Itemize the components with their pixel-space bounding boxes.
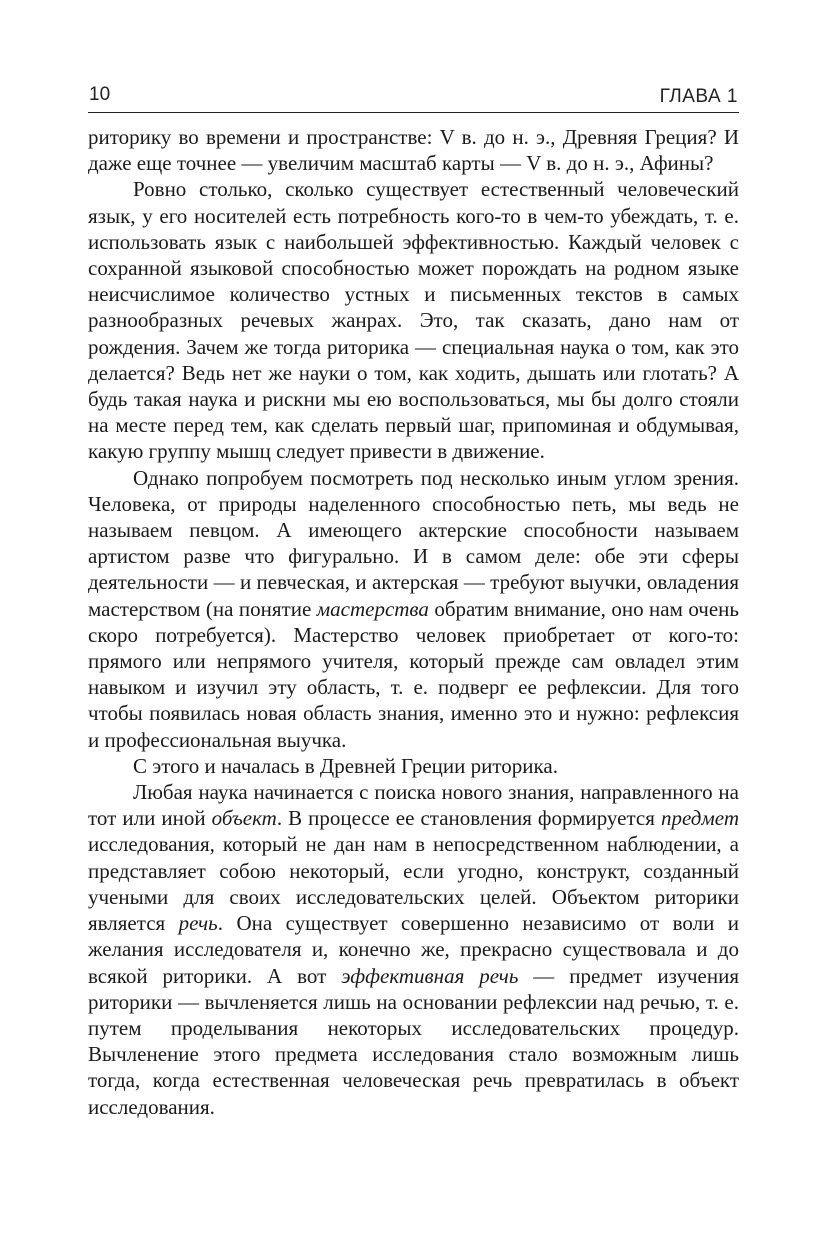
text-run: риторику во времени и пространстве: V в. до н. э., Древняя Греция? И даже еще точнее — увеличим масштаб карты — V в. до н. э., Афины? xyxy=(88,125,739,176)
text-run: Однако попробуем посмотреть под несколько иным углом зрения. Человека, от природы наделенного способностью петь, мы ведь не называем певцом. А имеющего актерские способности называем артистом разве что фигурально. И в самом деле: обе эти сферы деятельности — и певческая, и актерская — требуют выучки, овладения мастерством (на понятие xyxy=(88,465,739,621)
text-run: — предмет изучения риторики — вычленяется лишь на основании рефлексии над речью, т. е. путем проделывания некоторых исследовательских процедур. Вычленение этого предмета исследования стало возможным лишь тогда, когда естественная человеческая речь превратилась в объект исследования. xyxy=(88,963,739,1119)
text-run: Любая наука начинается с поиска нового знания, направленного на тот или иной xyxy=(88,780,739,831)
emphasis-term: эффективная речь xyxy=(341,963,519,988)
emphasis-term: объект xyxy=(211,806,277,831)
emphasis-term: мастерства xyxy=(316,596,429,621)
paragraph-5 xyxy=(88,779,739,1120)
paragraph-3 xyxy=(88,465,739,753)
body-text xyxy=(88,124,739,1120)
chapter-label: ГЛАВА 1 xyxy=(659,86,738,107)
paragraph-4 xyxy=(88,753,739,779)
text-run: обратим внимание, оно нам очень скоро потребуется). Мастерство человек приобретает от кого-то: прямого или непрямого учителя, который прежде сам овладел этим навыком и изучил эту область, т. е. подверг ее рефлексии. Для того чтобы появилась новая область знания, именно это и нужно: рефлексия и профессиональная выучка. xyxy=(88,596,739,752)
emphasis-term: предмет xyxy=(660,806,739,831)
text-run: . В процессе ее становления формируется xyxy=(276,806,661,831)
text-run: Ровно столько, сколько существует естественный человеческий язык, у его носителей есть потребность кого-то в чем-то убеждать, т. е. использовать язык с наибольшей эффективностью. Каждый человек с сохранной языковой способностью может порождать на родном языке неисчислимое количество устных и письменных текстов в самых разнообразных речевых жанрах. Это, так сказать, дано нам от рождения. Зачем же тогда риторика — специальная наука о том, как это делается? Ведь нет же науки о том, как ходить, дышать или глотать? А будь такая наука и рискни мы ею воспользоваться, мы бы долго стояли на месте перед тем, как сделать первый шаг, припоминая и обдумывая, какую группу мышц следует привести в движение. xyxy=(88,177,739,464)
text-run: . Она существует совершенно независимо от воли и желания исследователя и, конечно же, прекрасно существовала и до всякой риторики. А вот xyxy=(88,911,740,988)
running-header xyxy=(88,80,739,113)
text-run: С этого и началась в Древней Греции риторика. xyxy=(133,753,558,778)
paragraph-1 xyxy=(88,124,739,176)
page-number: 10 xyxy=(89,84,111,105)
emphasis-term: речь xyxy=(178,911,218,936)
paragraph-2 xyxy=(88,176,739,464)
text-run: исследования, который не дан нам в непосредственном наблюдении, а представляет собою некоторый, если угодно, конструкт, созданный учеными для своих исследовательских целей. Объектом риторики является xyxy=(88,832,739,936)
